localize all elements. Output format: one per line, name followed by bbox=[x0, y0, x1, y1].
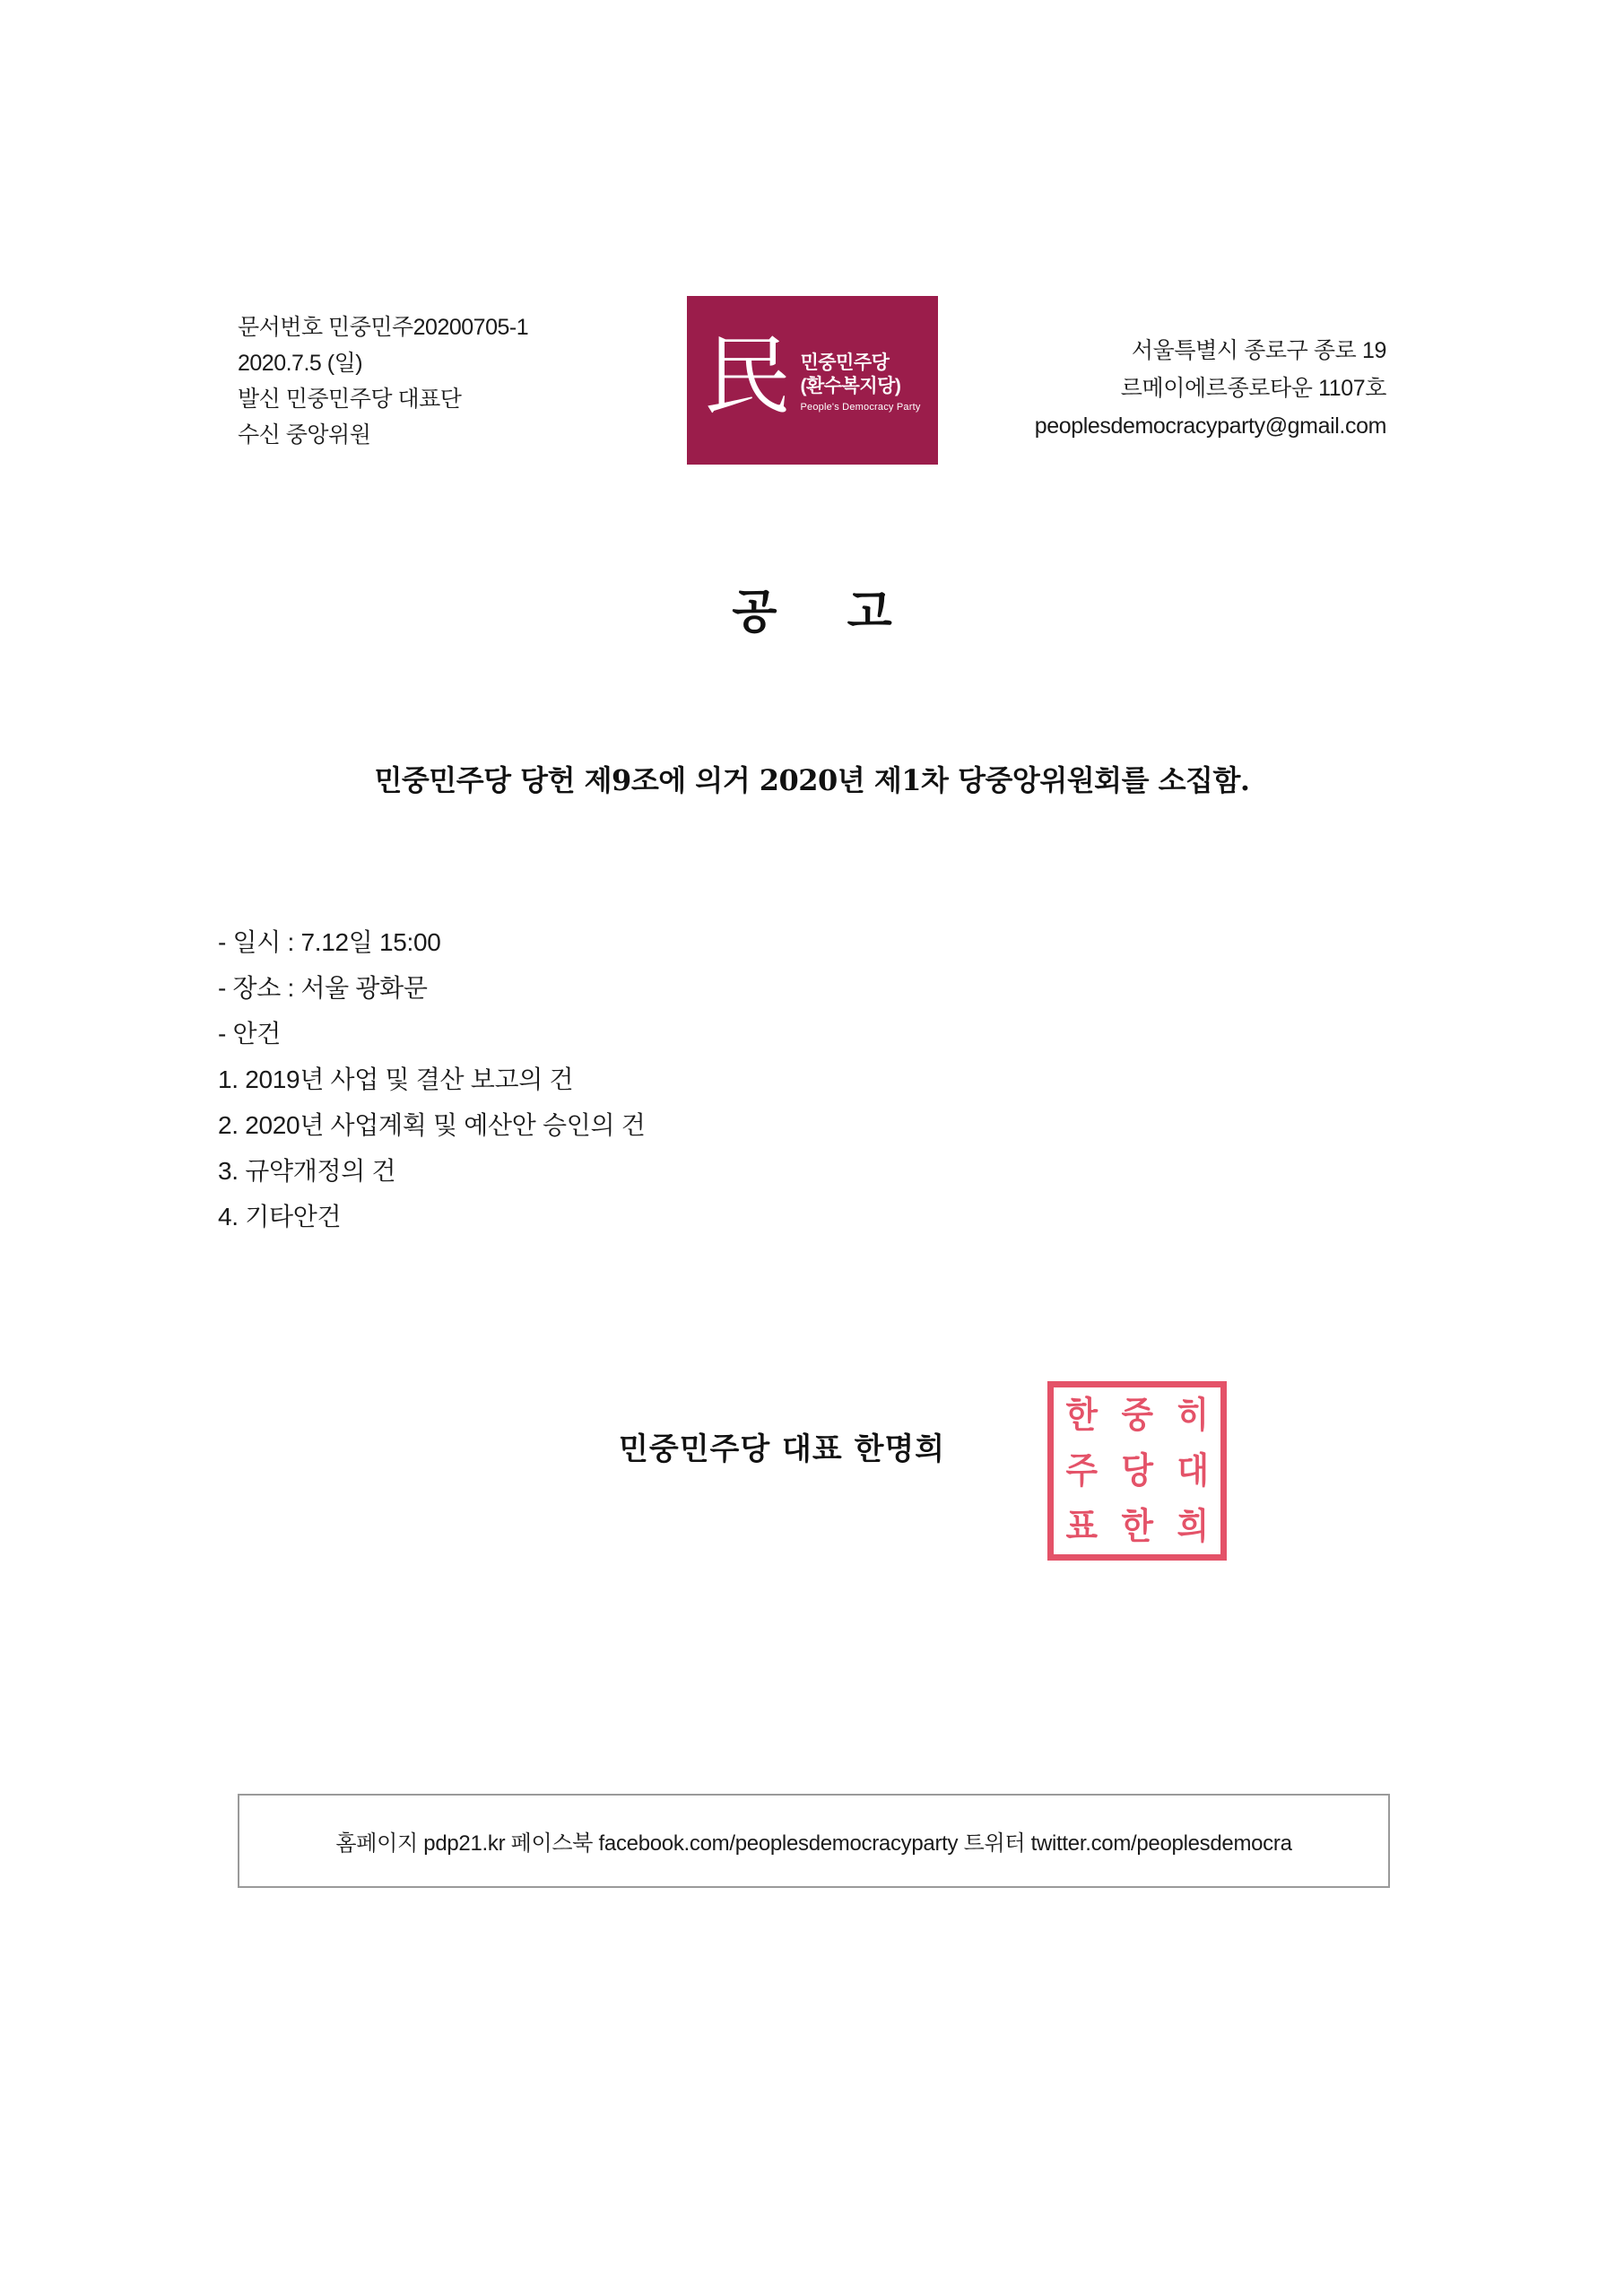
body-line-agenda-3: 3. 규약개정의 건 bbox=[218, 1157, 396, 1185]
logo-text bbox=[800, 346, 920, 414]
document-body bbox=[218, 919, 645, 1239]
logo-glyph-icon: 民 bbox=[703, 326, 790, 427]
seal-char-3: 히 bbox=[1177, 1395, 1209, 1436]
seal-char-9: 희 bbox=[1177, 1506, 1209, 1547]
body-line-datetime: - 일시 : 7.12일 15:00 bbox=[218, 928, 441, 956]
document-recipient: 수신 중앙위원 bbox=[238, 422, 371, 448]
header-contact-right bbox=[1035, 332, 1386, 445]
contact-email: peoplesdemocracyparty@gmail.com bbox=[1034, 413, 1386, 439]
document-date: 2020.7.5 (일) bbox=[238, 351, 363, 376]
address-line-1: 서울특별시 종로구 종로 19 bbox=[1131, 338, 1386, 363]
seal-char-8: 한 bbox=[1121, 1506, 1153, 1547]
logo-party-name-en: People's Democracy Party bbox=[800, 402, 921, 413]
logo-party-name: 민중민주당 bbox=[800, 352, 890, 373]
header-meta-left bbox=[238, 309, 528, 453]
body-line-place: - 장소 : 서울 광화문 bbox=[218, 974, 428, 1002]
address-line-2: 르메이에르종로타운 1107호 bbox=[1120, 376, 1386, 401]
body-line-agenda-heading: - 안건 bbox=[218, 1020, 281, 1048]
document-footer bbox=[238, 1794, 1390, 1888]
official-seal-stamp bbox=[1047, 1381, 1227, 1561]
document-sender: 발신 민중민주당 대표단 bbox=[238, 387, 462, 412]
document-subject: 민중민주당 당헌 제9조에 의거 2020년 제1차 당중앙위원회를 소집함. bbox=[374, 763, 1250, 797]
party-logo bbox=[687, 296, 938, 465]
seal-char-1: 한 bbox=[1065, 1395, 1098, 1436]
page-title: 공 고 bbox=[732, 585, 919, 639]
body-line-agenda-4: 4. 기타안건 bbox=[218, 1203, 342, 1231]
seal-char-5: 당 bbox=[1121, 1450, 1153, 1492]
seal-char-6: 대 bbox=[1177, 1450, 1209, 1492]
body-line-agenda-2: 2. 2020년 사업계획 및 예산안 승인의 건 bbox=[218, 1111, 646, 1139]
signature-name: 민중민주당 대표 한명희 bbox=[619, 1431, 946, 1467]
logo-party-subname: (환수복지당) bbox=[800, 376, 901, 397]
seal-char-7: 표 bbox=[1065, 1506, 1098, 1547]
document-header bbox=[238, 296, 1386, 475]
document-number: 문서번호 민중민주20200705-1 bbox=[238, 315, 529, 340]
seal-char-2: 중 bbox=[1121, 1395, 1153, 1436]
footer-links-text: 홈페이지 pdp21.kr 페이스북 facebook.com/peoplesdemocracyparty 트위터 twitter.com/peoplesdemocra bbox=[335, 1831, 1292, 1856]
seal-char-4: 주 bbox=[1065, 1450, 1098, 1492]
signature-block bbox=[0, 1381, 1624, 1587]
body-line-agenda-1: 1. 2019년 사업 및 결산 보고의 건 bbox=[218, 1065, 574, 1093]
